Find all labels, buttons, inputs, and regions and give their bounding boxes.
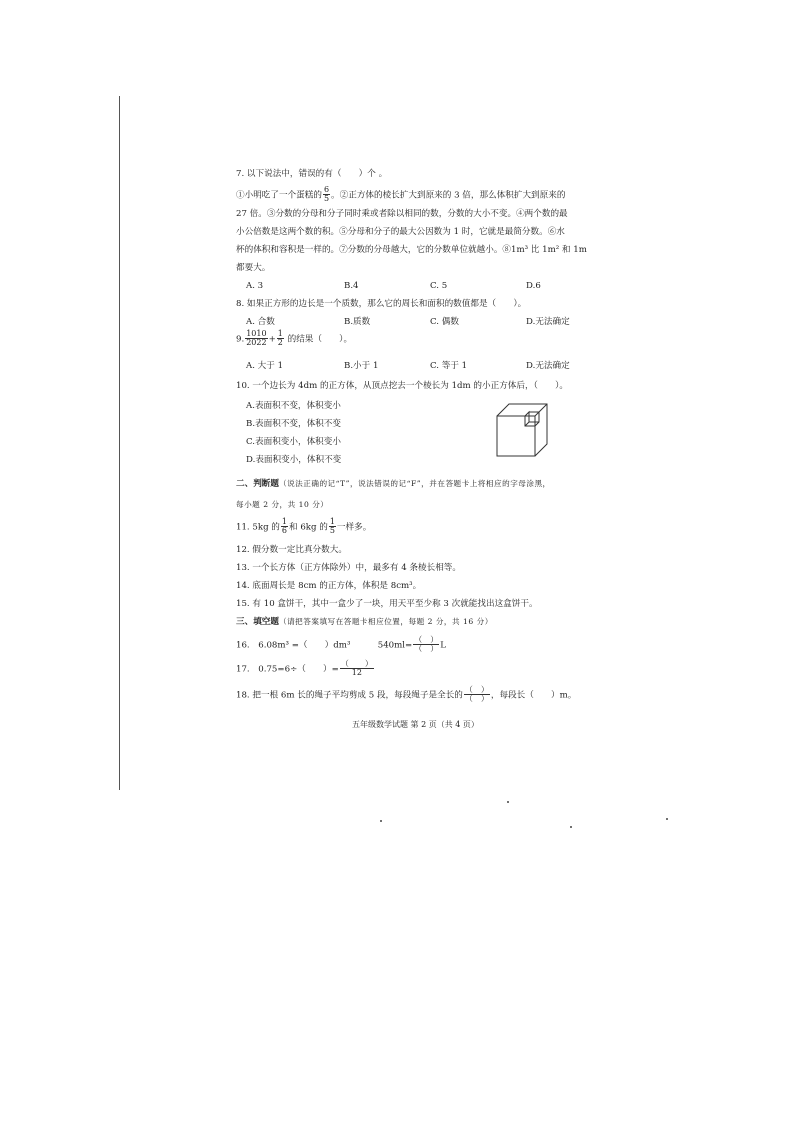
q16-fraction: $\frac{( )}{( )}$ xyxy=(414,635,439,654)
q8-stem: 8. 如果正方形的边长是一个质数，那么它的周长和面积的数值都是（ ）。 xyxy=(236,299,527,309)
q7-line5: 都要大。 xyxy=(236,263,271,273)
q8-option-c[interactable]: C. 偶数 xyxy=(430,317,459,327)
q7-option-a[interactable]: A. 3 xyxy=(246,281,264,291)
q8-option-a[interactable]: A. 合数 xyxy=(246,317,275,327)
q11: 11. 5kg 的 $\frac{1}{6}$ 和 6kg 的 $\frac{1}{5}$ 一样多。 xyxy=(236,517,372,536)
scan-speck xyxy=(507,801,509,803)
q7-option-b[interactable]: B.4 xyxy=(344,281,359,291)
q9-fraction-2: $\frac{1}{2}$ xyxy=(277,329,283,348)
q8-option-d[interactable]: D.无法确定 xyxy=(526,317,570,327)
q10-option-d[interactable]: D.表面积变小，体积不变 xyxy=(246,455,342,465)
cube-with-corner-removed-diagram xyxy=(495,402,553,460)
q7-line1-text-b: 。②正方体的棱长扩大到原来的 3 倍，那么体积扩大到原来的 xyxy=(331,190,566,201)
scan-speck xyxy=(570,826,572,828)
q9-stem: 9. $\frac{1010}{2022}$ + $\frac{1}{2}$ 的结果（ ）。 xyxy=(236,329,353,348)
q7-option-d[interactable]: D.6 xyxy=(526,281,541,291)
q17: 17. 0.75=6÷（ ）= $\frac{( )}{12}$ xyxy=(236,659,373,678)
q9-option-b[interactable]: B.小于 1 xyxy=(344,361,379,371)
q9-option-a[interactable]: A. 大于 1 xyxy=(246,361,284,371)
q10-option-a[interactable]: A.表面积不变，体积变小 xyxy=(246,401,341,411)
q12: 12. 假分数一定比真分数大。 xyxy=(236,545,347,555)
q14: 14. 底面周长是 8cm 的正方体，体积是 8cm³。 xyxy=(236,581,422,591)
q7-option-c[interactable]: C. 5 xyxy=(430,281,448,291)
q16: 16. 6.08m³ =（ ）dm³ 540ml= $\frac{( )}{( )}$ L xyxy=(236,635,446,654)
section2-heading: 二、判断题（说法正确的记“T”，说法错误的记“F”，并在答题卡上将相应的字母涂黑， xyxy=(236,479,551,489)
q9-option-c[interactable]: C. 等于 1 xyxy=(430,361,468,371)
q9-fraction-1: $\frac{1010}{2022}$ xyxy=(246,329,267,348)
q7-line4: 杯的体积和容积是一样的。⑦分数的分母越大，它的分数单位就越小。⑧1m³ 比 1m² 和 1m xyxy=(236,245,587,255)
scan-speck xyxy=(380,820,382,822)
q8-option-b[interactable]: B.质数 xyxy=(344,317,371,327)
q13: 13. 一个长方体（正方体除外）中，最多有 4 条棱长相等。 xyxy=(236,563,461,573)
q11-fraction-1: $\frac{1}{6}$ xyxy=(281,517,287,536)
q7-line2: 27 倍。③分数的分母和分子同时乘或者除以相同的数，分数的大小不变。④两个数的最 xyxy=(236,209,568,219)
scan-edge-line xyxy=(119,96,120,790)
q10-option-b[interactable]: B.表面积不变，体积不变 xyxy=(246,419,341,429)
q10-option-c[interactable]: C.表面积变小，体积变小 xyxy=(246,437,341,447)
q7-stem: 7. 以下说法中，错误的有（ ）个 。 xyxy=(236,169,388,179)
q7-line3: 小公倍数是这两个数的积。⑤分母和分子的最大公因数为 1 时，它就是最简分数。⑥水 xyxy=(236,227,565,237)
q10-stem: 10. 一个边长为 4dm 的正方体，从顶点挖去一个棱长为 1dm 的小正方体后，（ ）。 xyxy=(236,381,568,391)
q7-line1 xyxy=(236,186,565,204)
section3-heading: 三、填空题（请把答案填写在答题卡相应位置，每题 2 分，共 16 分） xyxy=(236,617,493,627)
section2-heading-cont: 每小题 2 分，共 10 分） xyxy=(236,500,329,509)
q11-fraction-2: $\frac{1}{5}$ xyxy=(329,517,335,536)
page-footer: 五年级数学试题 第 2 页（共 4 页） xyxy=(352,720,479,729)
q7-fraction: $\frac{6}{5}$ xyxy=(323,185,330,204)
q17-fraction: $\frac{( )}{12}$ xyxy=(340,659,373,678)
q7-line1-text: ①小明吃了一个蛋糕的 xyxy=(236,190,322,201)
q15: 15. 有 10 盒饼干，其中一盒少了一块，用天平至少称 3 次就能找出这盒饼干。 xyxy=(236,599,538,609)
q18-fraction: $\frac{( )}{( )}$ xyxy=(464,685,489,704)
q9-option-d[interactable]: D.无法确定 xyxy=(526,361,570,371)
scan-speck xyxy=(666,818,668,820)
q18: 18. 把一根 6m 长的绳子平均剪成 5 段，每段绳子是全长的 $\frac{( )}{( )}$ ，每段长（ ）m。 xyxy=(236,685,577,704)
